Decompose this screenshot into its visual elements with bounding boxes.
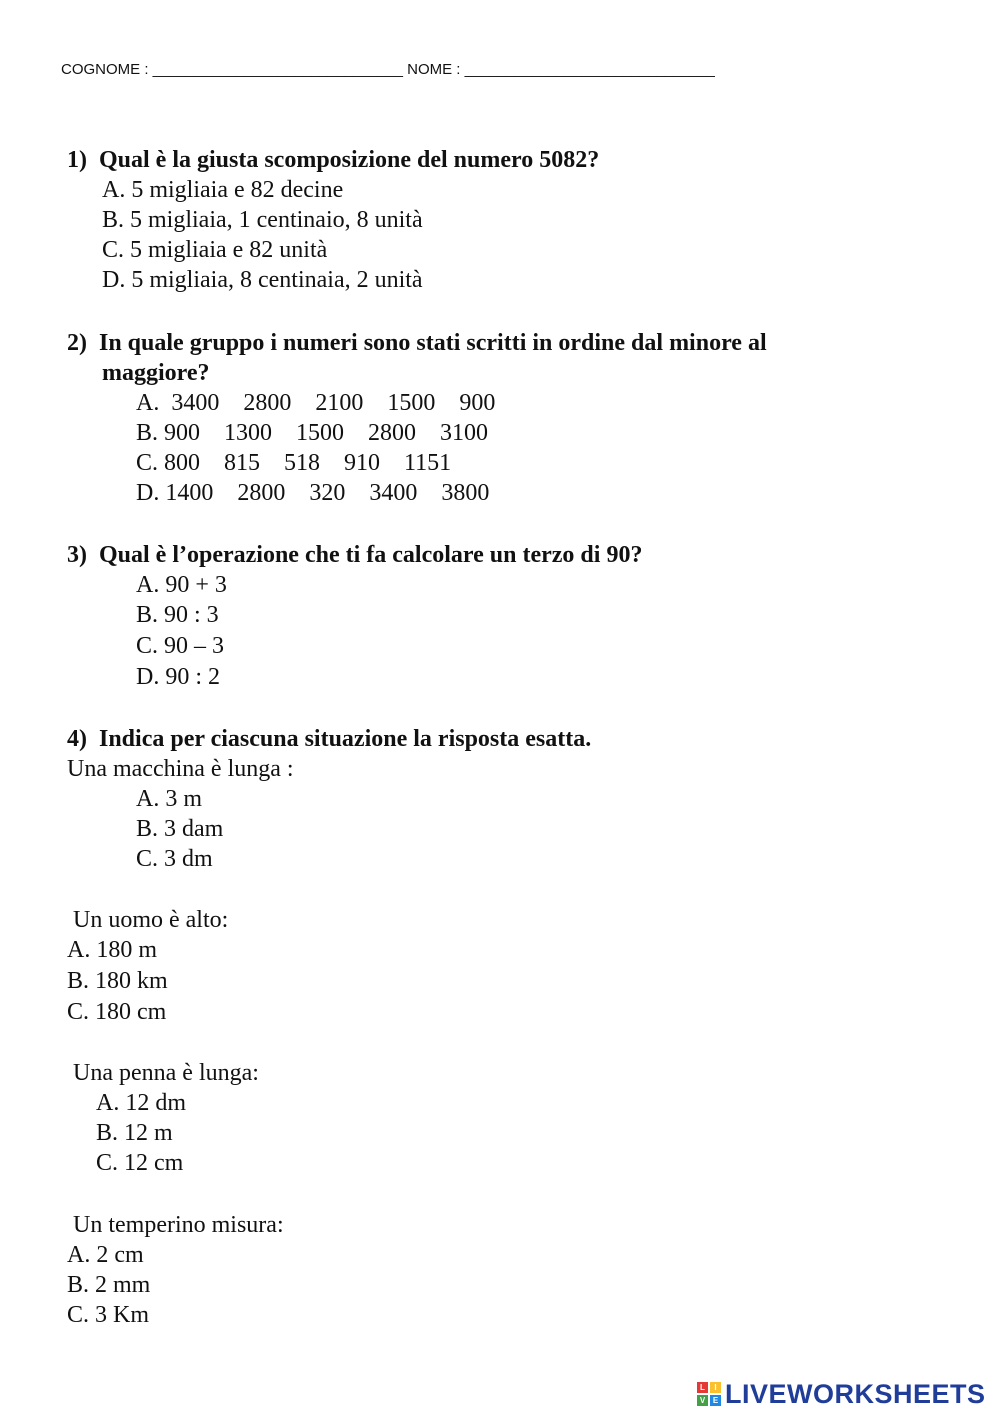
name-header [61, 61, 715, 78]
q4-s1-option-c[interactable]: C. 3 dm [136, 846, 213, 872]
liveworksheets-logo [697, 1376, 986, 1412]
q4-s3-option-c[interactable]: C. 12 cm [96, 1150, 184, 1176]
q3-option-a[interactable]: A. 90 + 3 [136, 572, 227, 598]
q4-s4-option-b[interactable]: B. 2 mm [67, 1272, 151, 1298]
logo-letter-l: L [697, 1382, 708, 1393]
q4-situation-1-prompt: Una macchina è lunga : [67, 756, 294, 782]
q2-option-b[interactable]: B. 900 1300 1500 2800 3100 [136, 420, 489, 446]
q4-situation-4-prompt: Un temperino misura: [73, 1212, 284, 1238]
q2-option-c[interactable]: C. 800 815 518 910 1151 [136, 450, 452, 476]
question-1-title: 1) Qual è la giusta scomposizione del numero 5082? [67, 147, 600, 173]
q1-option-a[interactable]: A. 5 migliaia e 82 decine [102, 177, 344, 203]
q2-option-d[interactable]: D. 1400 2800 320 3400 3800 [136, 480, 490, 506]
q4-s1-option-b[interactable]: B. 3 dam [136, 816, 224, 842]
q4-situation-2-prompt: Un uomo è alto: [73, 907, 229, 933]
logo-letter-e: E [710, 1395, 721, 1406]
q3-option-c[interactable]: C. 90 – 3 [136, 633, 225, 659]
logo-grid-icon [697, 1382, 721, 1406]
q1-option-c[interactable]: C. 5 migliaia e 82 unità [102, 237, 328, 263]
q1-option-b[interactable]: B. 5 migliaia, 1 centinaio, 8 unità [102, 207, 423, 233]
name-line[interactable]: ______________________________ [464, 61, 715, 78]
question-3-title: 3) Qual è l’operazione che ti fa calcolare un terzo di 90? [67, 542, 643, 568]
q4-s2-option-c[interactable]: C. 180 cm [67, 999, 167, 1025]
q4-s2-option-a[interactable]: A. 180 m [67, 937, 157, 963]
surname-label: COGNOME : [61, 61, 153, 78]
logo-letter-i: I [710, 1382, 721, 1393]
q4-s4-option-a[interactable]: A. 2 cm [67, 1242, 144, 1268]
q3-option-d[interactable]: D. 90 : 2 [136, 664, 220, 690]
logo-brand-text: LIVEWORKSHEETS [725, 1378, 986, 1409]
q4-s3-option-b[interactable]: B. 12 m [96, 1120, 173, 1146]
question-2-title: 2) In quale gruppo i numeri sono stati scritti in ordine dal minore al [67, 330, 767, 356]
q1-option-d[interactable]: D. 5 migliaia, 8 centinaia, 2 unità [102, 267, 423, 293]
q3-option-b[interactable]: B. 90 : 3 [136, 602, 219, 628]
question-4-title: 4) Indica per ciascuna situazione la risposta esatta. [67, 726, 592, 752]
q4-situation-3-prompt: Una penna è lunga: [73, 1060, 259, 1086]
q4-s1-option-a[interactable]: A. 3 m [136, 786, 202, 812]
surname-line[interactable]: ______________________________ [152, 61, 403, 78]
q4-s2-option-b[interactable]: B. 180 km [67, 968, 168, 994]
name-label: NOME : [402, 61, 465, 78]
logo-letter-v: V [697, 1395, 708, 1406]
q4-s3-option-a[interactable]: A. 12 dm [96, 1090, 186, 1116]
q2-option-a[interactable]: A. 3400 2800 2100 1500 900 [136, 390, 496, 416]
question-2-title-cont: maggiore? [102, 360, 210, 386]
q4-s4-option-c[interactable]: C. 3 Km [67, 1302, 150, 1328]
